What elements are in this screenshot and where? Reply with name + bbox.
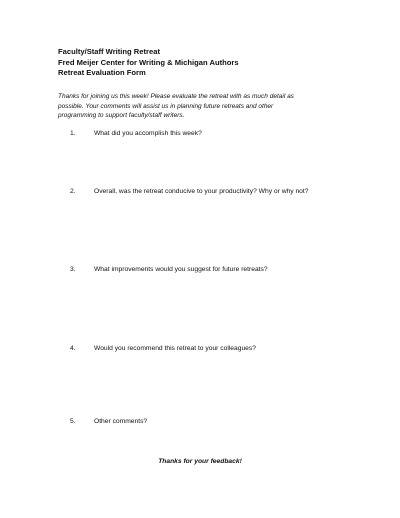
question-number: 3. bbox=[70, 266, 76, 273]
question-2 bbox=[70, 187, 370, 196]
question-number: 5. bbox=[70, 418, 76, 425]
question-text: Overall, was the retreat conducive to your productivity? Why or why not? bbox=[94, 188, 309, 195]
question-text: What improvements would you suggest for future retreats? bbox=[94, 266, 268, 273]
intro-line: possible. Your comments will assist us in planning future retreats and other bbox=[58, 102, 274, 110]
question-text: Would you recommend this retreat to your colleagues? bbox=[94, 345, 256, 352]
form-header bbox=[58, 47, 358, 79]
retreat-title: Faculty/Staff Writing Retreat bbox=[58, 47, 160, 56]
intro-paragraph bbox=[58, 92, 348, 121]
center-name: Fred Meijer Center for Writing & Michigan Authors bbox=[58, 57, 239, 67]
question-1 bbox=[70, 129, 370, 138]
question-3 bbox=[70, 265, 370, 274]
question-text: What did you accomplish this week? bbox=[94, 130, 202, 137]
question-text: Other comments? bbox=[94, 418, 148, 425]
question-number: 2. bbox=[70, 188, 76, 195]
intro-line: Thanks for joining us this week! Please evaluate the retreat with as much detail as bbox=[58, 93, 294, 100]
intro-line: programming to support faculty/staff writers. bbox=[58, 112, 185, 120]
question-number: 1. bbox=[70, 130, 76, 137]
closing-thanks: Thanks for your feedback! bbox=[158, 458, 242, 465]
form-title: Retreat Evaluation Form bbox=[58, 68, 146, 78]
question-4 bbox=[70, 344, 370, 353]
question-5 bbox=[70, 417, 370, 426]
question-number: 4. bbox=[70, 345, 76, 352]
